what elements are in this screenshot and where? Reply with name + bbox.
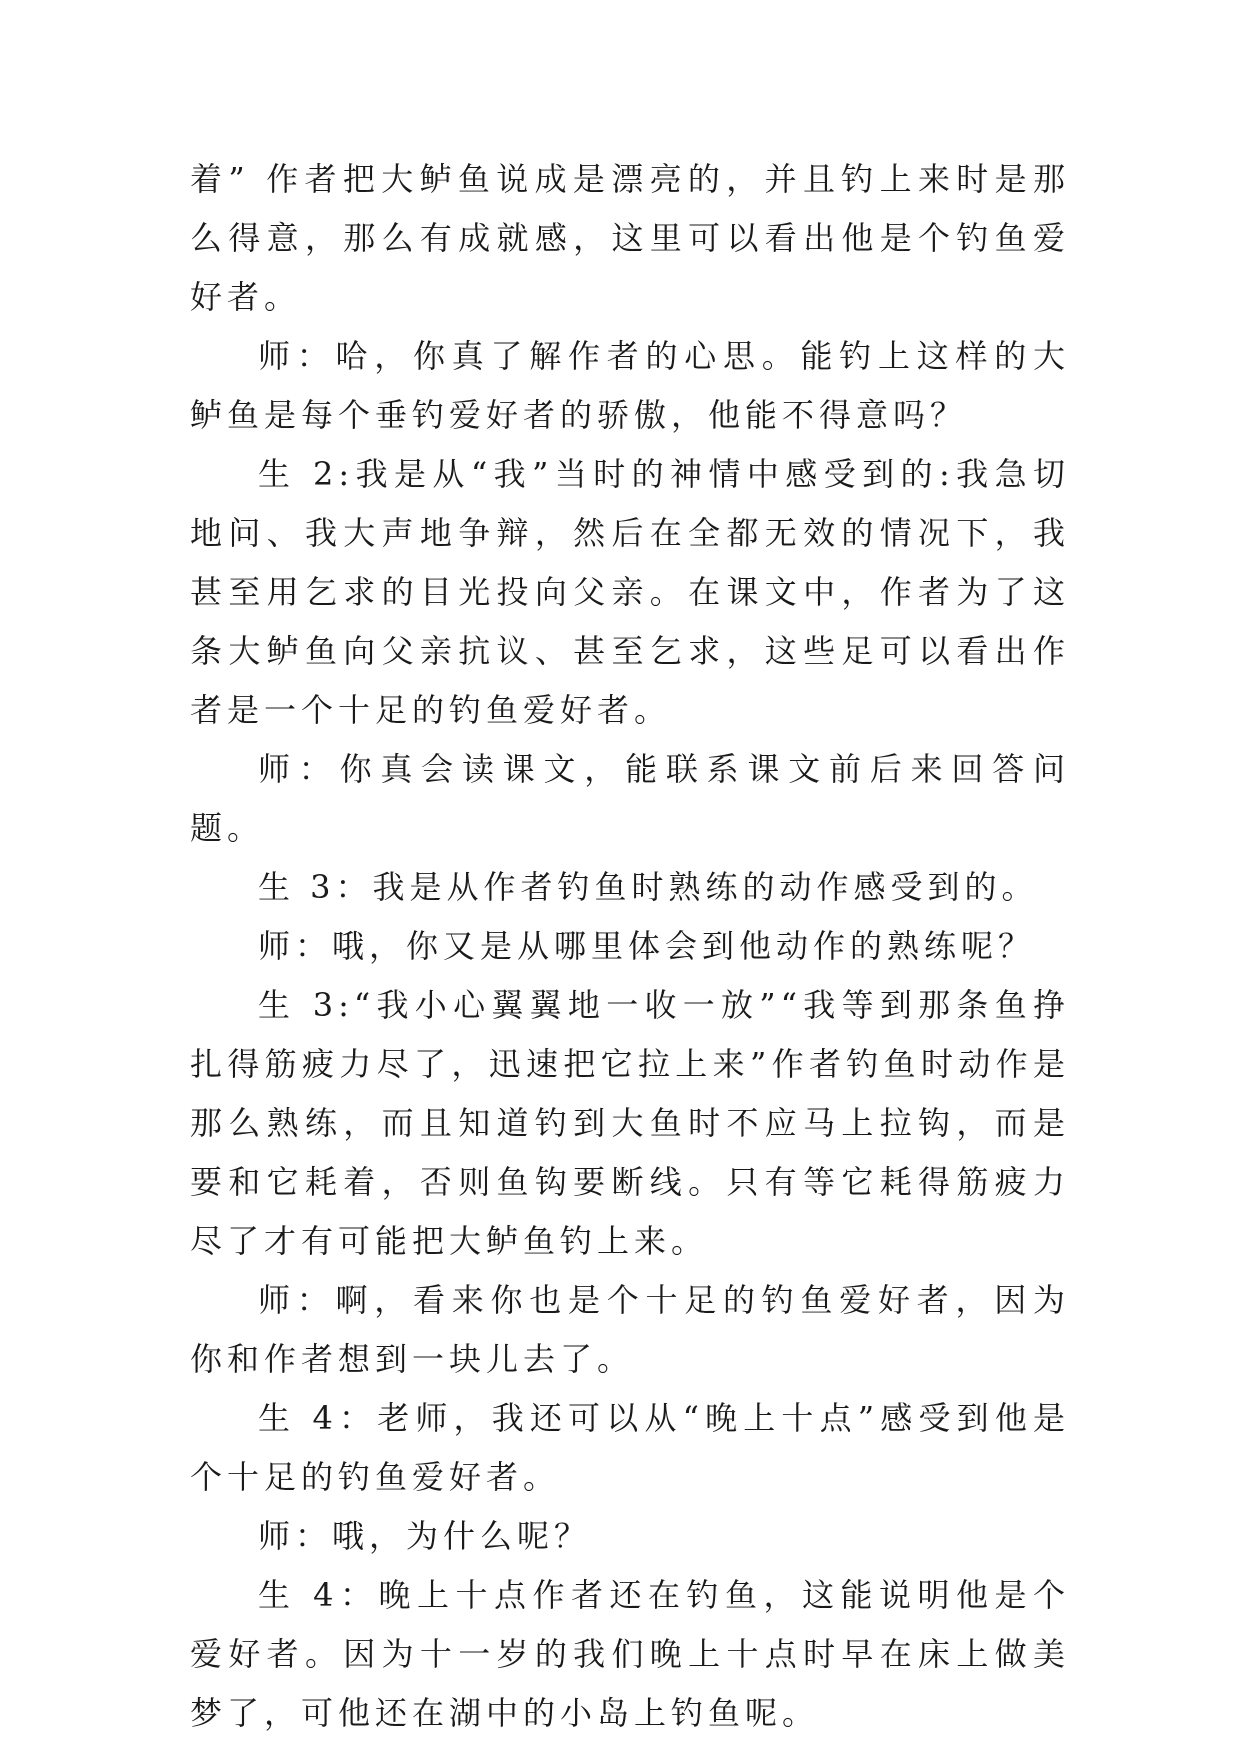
paragraph-6: 师：哦，你又是从哪里体会到他动作的熟练呢？ — [258, 927, 1036, 965]
body-text — [190, 150, 1070, 1743]
paragraph-1: 着” 作者把大鲈鱼说成是漂亮的，并且钓上来时是那么得意，那么有成就感，这里可以看出他是个钓鱼爱好者。 — [190, 160, 1070, 316]
paragraph-3: 生 2:我是从“我”当时的神情中感受到的:我急切地问、我大声地争辩，然后在全都无效的情况下，我甚至用乞求的目光投向父亲。在课文中，作者为了这条大鲈鱼向父亲抗议、甚至乞求，这些足可以看出作者是一个十足的钓鱼爱好者。 — [190, 455, 1070, 729]
paragraph-5: 生 3：我是从作者钓鱼时熟练的动作感受到的。 — [258, 868, 1039, 906]
paragraph-8: 师：啊，看来你也是个十足的钓鱼爱好者，因为你和作者想到一块儿去了。 — [190, 1281, 1070, 1378]
paragraph-9: 生 4：老师，我还可以从“晚上十点”感受到他是个十足的钓鱼爱好者。 — [190, 1399, 1070, 1496]
paragraph-7: 生 3:“我小心翼翼地一收一放”“我等到那条鱼挣扎得筋疲力尽了，迅速把它拉上来”作者钓鱼时动作是那么熟练，而且知道钓到大鱼时不应马上拉钩，而是要和它耗着，否则鱼钩要断线。只有等它耗得筋疲力尽了才有可能把大鲈鱼钓上来。 — [190, 986, 1070, 1260]
paragraph-2: 师：哈，你真了解作者的心思。能钓上这样的大鲈鱼是每个垂钓爱好者的骄傲，他能不得意吗？ — [190, 337, 1070, 434]
paragraph-4: 师：你真会读课文，能联系课文前后来回答问题。 — [190, 750, 1070, 847]
paragraph-10: 师：哦，为什么呢？ — [258, 1517, 592, 1555]
paragraph-11: 生 4：晚上十点作者还在钓鱼，这能说明他是个爱好者。因为十一岁的我们晚上十点时早在床上做美梦了，可他还在湖中的小岛上钓鱼呢。 — [190, 1576, 1070, 1732]
